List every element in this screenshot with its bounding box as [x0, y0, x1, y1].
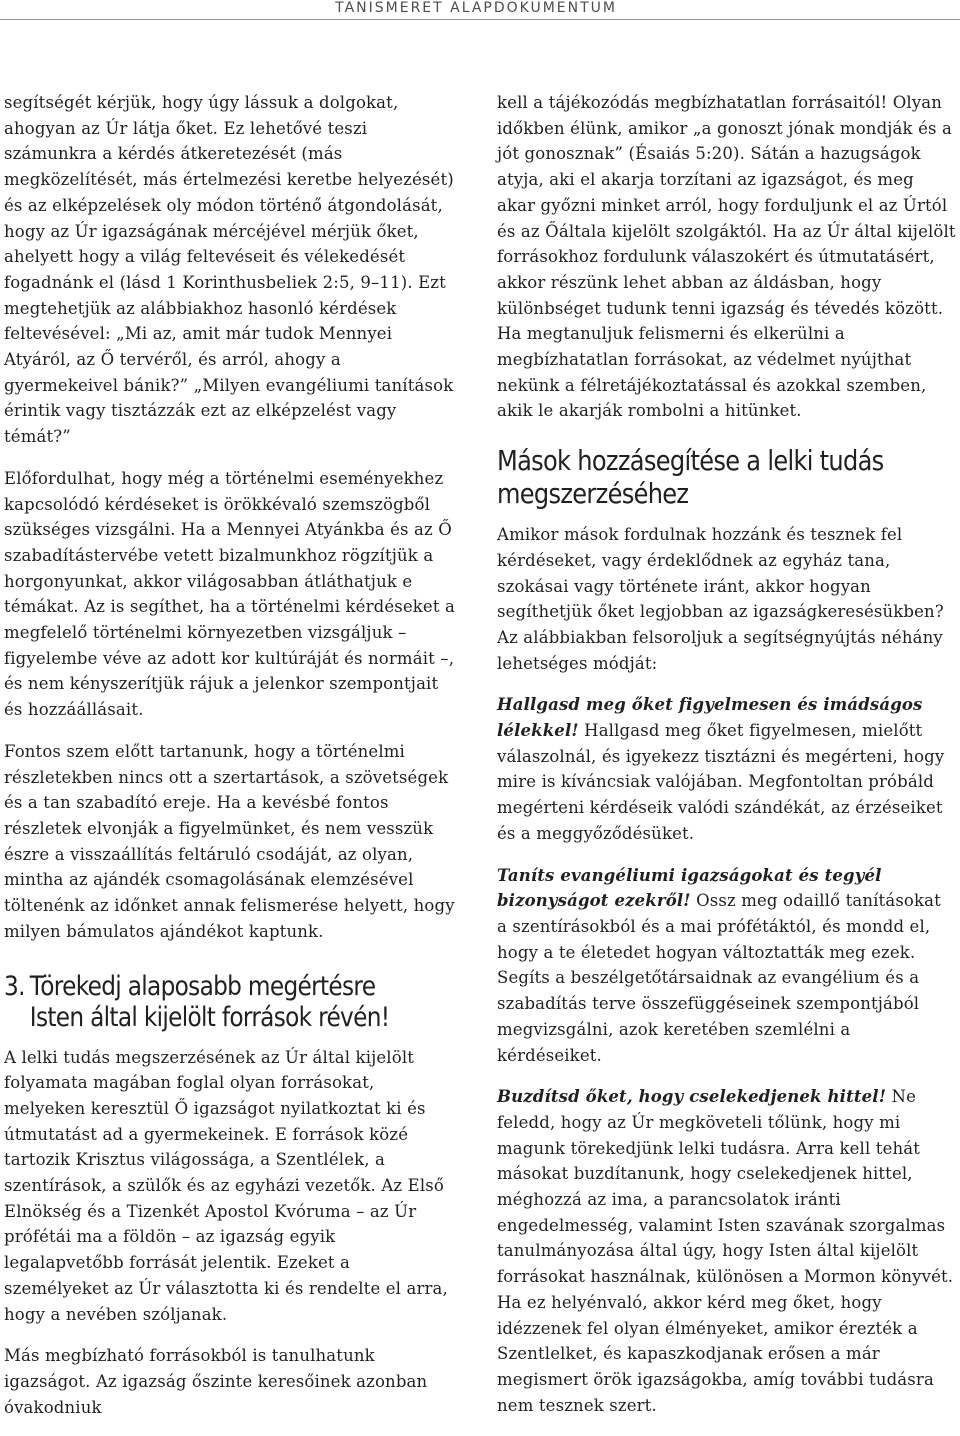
- paragraph: Más megbízható forrásokból is tanulhatunk igazságot. Az igazság őszinte keresőinek azonban óvakodniuk: [4, 1346, 428, 1417]
- subsection-heading: Mások hozzásegítése a lelki tudás megszerzéséhez: [497, 444, 884, 511]
- paragraph: [497, 1084, 956, 1418]
- paragraph: A lelki tudás megszerzésének az Úr által kijelölt folyamata magában foglal olyan forrásokat, melyeken keresztül Ő igazságot nyilatkoztat ki és útmutatást ad a gyermekeinek. E források közé tartozik Krisztus világossága, a Szentlélek, a szentírások, a szülők és az egyházi vezetők. Az Első Elnökség és a Tizenkét Apostol Kvóruma – az Úr prófétái ma a földön – az igazság egyik legalapvetőbb forrását jelentik. Ezeket a személyeket az Úr választotta ki és rendelte el arra, hogy a nevében szóljanak.: [4, 1047, 448, 1324]
- left-column: [4, 90, 456, 1436]
- paragraph: segítségét kérjük, hogy úgy lássuk a dolgokat, ahogyan az Úr látja őket. Ez lehetővé teszi számunkra a kérdés átkeretezését (más megközelítését, más értelmezési keretbe helyezését) és az elképzelések oly módon történő átgondolását, hogy az Úr igazságának mércéjével mérjük őket, ahelyett hogy a világ feltevéseit és vélekedését fogadnánk el (lásd 1 Korinthusbeliek 2:5, 9–11). Ezt megtehetjük az alábbiakhoz hasonló kérdések feltevésével: „Mi az, amit már tudok Mennyei Atyáról, az Ő tervéről, és arról, ahogy a gyermekeivel bánik?” „Milyen evangéliumi tanítások érintik vagy tisztázzák ezt az elképzelést vagy témát?”: [4, 93, 454, 447]
- paragraph: Amikor mások fordulnak hozzánk és tesznek fel kérdéseket, vagy érdeklődnek az egyház tana, szokásai vagy története iránt, akkor hogyan segíthetjük őket legjobban az igazságkeresésükben? Az alábbiakban felsoroljuk a segítségnyújtás néhány lehetséges módját:: [497, 525, 944, 673]
- paragraph-lead: Buzdítsd őket, hogy cselekedjenek hittel!: [497, 1087, 887, 1107]
- paragraph-body: Ossz meg odaillő tanításokat a szentírásokból és a mai prófétáktól, és mondd el, hogy a te életedet hogyan változtatták meg ezek. Segíts a beszélgetőtársaidnak az evangélium és a szabadítás terve összefüggéseinek szempontjából megvizsgálni, azok keretében szemlélni a kérdéseiket.: [497, 891, 941, 1065]
- paragraph: [497, 863, 956, 1069]
- paragraph: Fontos szem előtt tartanunk, hogy a történelmi részletekben nincs ott a szertartások, a szövetségek és a tan szabadító ereje. Ha a kevésbé fontos részletek elvonják a figyelmünket, és nem vesszük észre a visszaállítás feltáruló csodáját, az olyan, mintha az ajándék csomagolásának elemzésével töltenénk az időnket annak felismerése helyett, hogy milyen bámulatos ajándékot kaptunk.: [4, 741, 455, 941]
- section-heading-line2: Isten által kijelölt források révén!: [29, 1001, 390, 1033]
- right-column: [497, 90, 956, 1434]
- section-heading-line1: Törekedj alaposabb megértésre: [29, 970, 376, 1002]
- paragraph-lead: Taníts evangéliumi igazságokat és tegyél bizonyságot ezekről!: [497, 865, 882, 911]
- page-header: [0, 0, 960, 20]
- paragraph: kell a tájékozódás megbízhatatlan forrásaitól! Olyan időkben élünk, amikor „a gonoszt jónak mondják és a jót gonosznak” (Ésaiás 5:20). Sátán a hazugságok atyja, aki el akarja torzítani az igazságot, és meg akar győzni minket arról, hogy forduljunk el az Úrtól és az Őáltala kijelölt szolgáktól. Ha az Úr által kijelölt forrásokhoz fordulunk válaszokért és útmutatásért, akkor részünk lehet abban az áldásban, hogy különbséget tudunk tenni igazság és tévedés között. Ha megtanuljuk felismerni és elkerülni a megbízhatatlan forrásokat, az védelmet nyújthat nekünk a félretájékoztatással és azokkal szemben, akik le akarják rombolni a hitünket.: [497, 93, 956, 421]
- paragraph-body: Hallgasd meg őket figyelmesen, mielőtt válaszolnál, és igyekezz tisztázni és megérteni, hogy mire is kíváncsiak valójában. Megfontoltan próbáld megérteni kérdéseik valódi szándékát, az érzéseiket és a meggyőződésüket.: [497, 721, 945, 843]
- header-title: TANISMERET ALAPDOKUMENTUM: [335, 0, 617, 16]
- section-number: 3.: [4, 970, 25, 1002]
- paragraph-body: Ne feledd, hogy az Úr megköveteli tőlünk, hogy mi magunk törekedjünk lelki tudásra. Arra kell tehát másokat buzdítanunk, hogy cselekedjenek hittel, méghozzá az ima, a parancsolatok iránti engedelmesség, valamint Isten szavának szorgalmas tanulmányozása által úgy, hogy Isten által kijelölt forrásokat használnak, különösen a Mormon könyvét. Ha ez helyénvaló, akkor kérd meg őket, hogy idézzenek fel olyan élményeket, amikor érezték a Szentlelket, és kapaszkodjanak erősen a már megismert örök igazságokba, amíg további tudásra nem tesznek szert.: [497, 1087, 954, 1415]
- paragraph: [497, 692, 956, 846]
- paragraph: Előfordulhat, hogy még a történelmi eseményekhez kapcsolódó kérdéseket is örökkévaló szemszögből szükséges vizsgálni. Ha a Mennyei Atyánkba és az Ő szabadítástervébe vetett bizalmunkhoz rögzítjük a horgonyunkat, akkor világosabban átláthatjuk e témákat. Az is segíthet, ha a történelmi kérdéseket a megfelelő történelmi környezetben vizsgáljuk – figyelembe véve az adott kor kultúráját és normáit –, és nem kényszerítjük rájuk a jelenkor szempontjait és hozzáállásait.: [4, 468, 456, 720]
- section-heading: [4, 971, 455, 1033]
- paragraph-lead: Hallgasd meg őket figyelmesen és imádságos lélekkel!: [497, 695, 923, 741]
